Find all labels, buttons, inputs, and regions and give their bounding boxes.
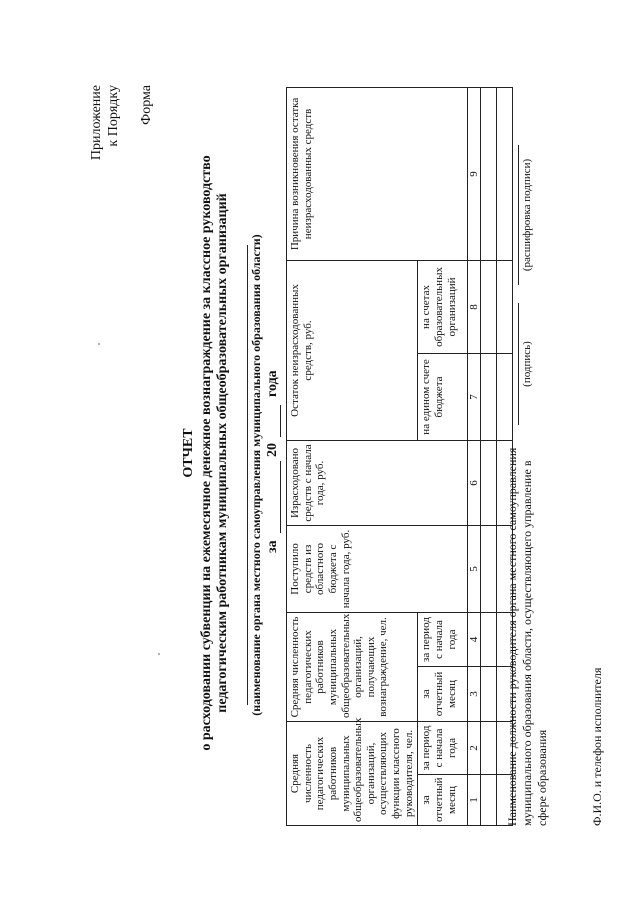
period-year: 20 <box>265 443 280 457</box>
column-number: 7 <box>468 353 481 440</box>
data-cell[interactable] <box>481 525 497 612</box>
column-number: 3 <box>468 667 481 722</box>
data-cell[interactable] <box>497 260 513 353</box>
form-label: Форма <box>139 85 154 125</box>
signature-caption: (подпись) <box>521 341 533 387</box>
column-number: 4 <box>468 612 481 666</box>
org-name-line <box>247 245 248 705</box>
data-cell[interactable] <box>481 87 497 260</box>
period-year-line <box>280 405 281 437</box>
org-name-hint: (наименование органа местного самоуправления муниципального образования области) <box>249 234 263 716</box>
signature-decoding-line[interactable] <box>518 145 519 285</box>
header-funds-spent: Израсходовано средств с начала года, руб. <box>287 440 468 525</box>
data-cell[interactable] <box>497 353 513 440</box>
appendix-label: Приложение <box>89 85 104 161</box>
data-cell[interactable] <box>481 353 497 440</box>
data-cell[interactable] <box>481 722 497 775</box>
executor-contact-label: Ф.И.О. и телефон исполнителя <box>590 667 604 826</box>
signature-line[interactable] <box>518 303 519 425</box>
data-cell[interactable] <box>481 440 497 525</box>
column-number: 8 <box>468 260 481 353</box>
report-title: ОТЧЕТ <box>181 428 196 478</box>
column-number: 5 <box>468 525 481 612</box>
report-subtitle-line1: о расходовании субвенции на ежемесячное денежное вознаграждение за классное руководство <box>199 155 214 751</box>
header-funds-received: Поступило средств из областного бюджета с начала года, руб. <box>287 525 468 612</box>
scan-speck <box>98 343 100 345</box>
data-cell[interactable] <box>481 612 497 666</box>
header-avg-classroom-teachers: Средняя численность педагогических работников муниципальных общеобразовательных организаций, осуществляющих функции классного руководителя, чел. <box>287 722 418 826</box>
column-number: 9 <box>468 87 481 260</box>
signature-decoding-caption: (расшифровка подписи) <box>521 158 533 272</box>
manager-position-caption: Наименование должности руководителя органа местного самоуправления муниципального образования области, осуществляющего управление в сфере образования <box>505 447 549 826</box>
column-number: 2 <box>468 722 481 775</box>
column-number: 6 <box>468 440 481 525</box>
subheader-reporting-month: за отчетный месяц <box>418 667 468 722</box>
report-table <box>286 87 513 826</box>
subheader-year-to-date: за период с начала года <box>418 722 468 775</box>
subheader-single-budget-account: на едином счете бюджета <box>418 353 468 440</box>
scan-speck <box>158 653 160 655</box>
subheader-institution-accounts: на счетах образовательных организаций <box>418 260 468 353</box>
data-cell[interactable] <box>481 775 497 826</box>
period-prefix: за <box>265 540 280 553</box>
data-cell[interactable] <box>481 667 497 722</box>
period-suffix: года <box>265 370 280 397</box>
report-subtitle-line2: педагогическим работникам муниципальных общеобразовательных организаций <box>215 193 230 713</box>
subheader-reporting-month: за отчетный месяц <box>418 775 468 826</box>
header-avg-rewarded-teachers: Средняя численность педагогических работников муниципальных общеобразовательных организаций, получающих вознаграждение, чел. <box>287 612 418 721</box>
header-balance-reason: Причина возникновения остатка неизрасходованных средств <box>287 87 468 260</box>
header-unspent-balance: Остаток неизрасходованных средств, руб. <box>287 260 418 440</box>
column-number: 1 <box>468 775 481 826</box>
subheader-year-to-date: за период с начала года <box>418 612 468 666</box>
period-month-line <box>280 461 281 533</box>
data-cell[interactable] <box>497 87 513 260</box>
data-cell[interactable] <box>481 260 497 353</box>
appendix-order-label: к Порядку <box>106 85 121 147</box>
